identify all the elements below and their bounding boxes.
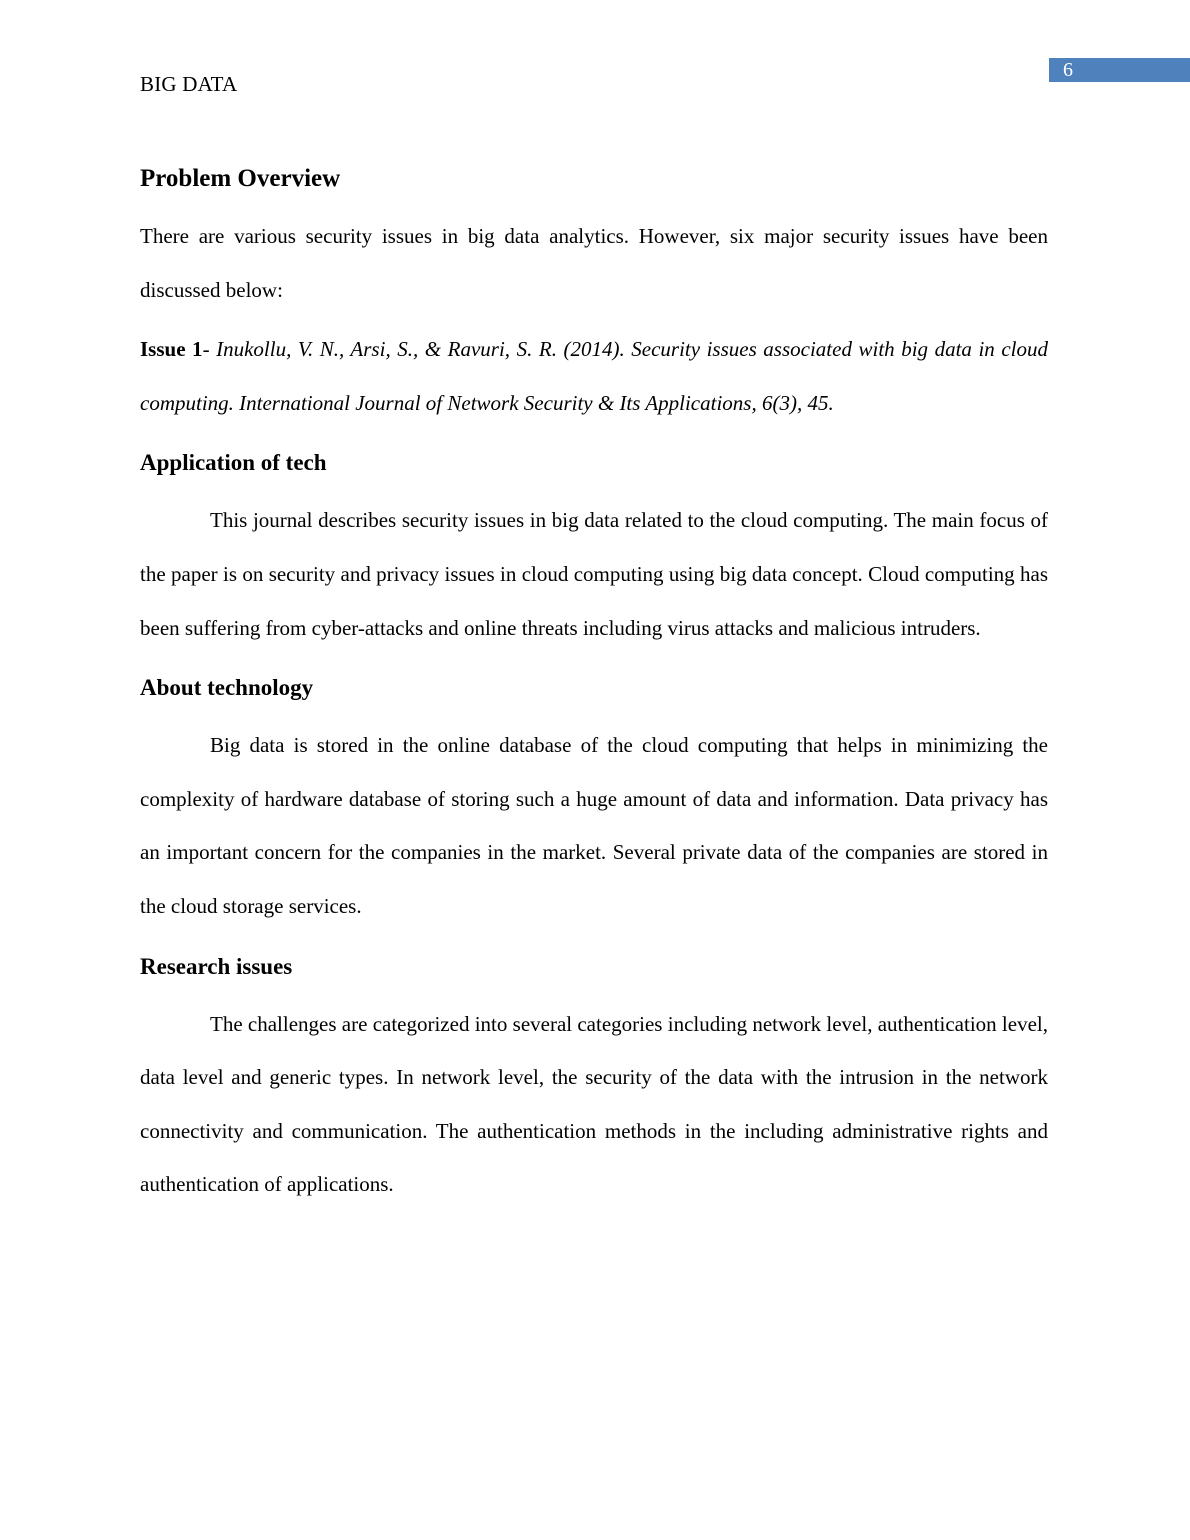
page-number: 6 <box>1049 58 1190 82</box>
section-body-application: This journal describes security issues in big data related to the cloud computing. The main focus of the paper is on security and privacy issues in cloud computing using big data concept. Cloud computing has been suffering from cyber-attacks and online threats including virus attacks and malicious intruders. <box>140 508 1048 640</box>
page-title: Problem Overview <box>140 165 341 192</box>
section-body-research: The challenges are categorized into several categories including network level, authentication level, data level and generic types. In network level, the security of the data with the intrusion in the network connectivity and communication. The authentication methods in the including administrative rights and authentication of applications. <box>140 1011 1048 1197</box>
issue-label: Issue 1 <box>140 337 203 362</box>
issue-citation: Inukollu, V. N., Arsi, S., & Ravuri, S. R. (2014). Security issues associated with big data in cloud computing. International Journal of Network Security & Its Applications, 6(3), 45. <box>140 337 1048 415</box>
section-heading-about: About technology <box>140 675 314 701</box>
section-heading-application: Application of tech <box>140 450 327 476</box>
section-heading-research: Research issues <box>140 953 293 979</box>
running-head: BIG DATA <box>140 72 238 96</box>
document-body <box>140 160 1048 1212</box>
issue-separator: - <box>202 337 217 362</box>
issue-paragraph <box>140 323 1048 430</box>
intro-paragraph: There are various security issues in big data analytics. However, six major security issues have been discussed below: <box>140 224 1048 302</box>
section-body-about: Big data is stored in the online database of the cloud computing that helps in minimizing the complexity of hardware database of storing such a huge amount of data and information. Data privacy has an important concern for the companies in the market. Several private data of the companies are stored in the cloud storage services. <box>140 733 1048 918</box>
